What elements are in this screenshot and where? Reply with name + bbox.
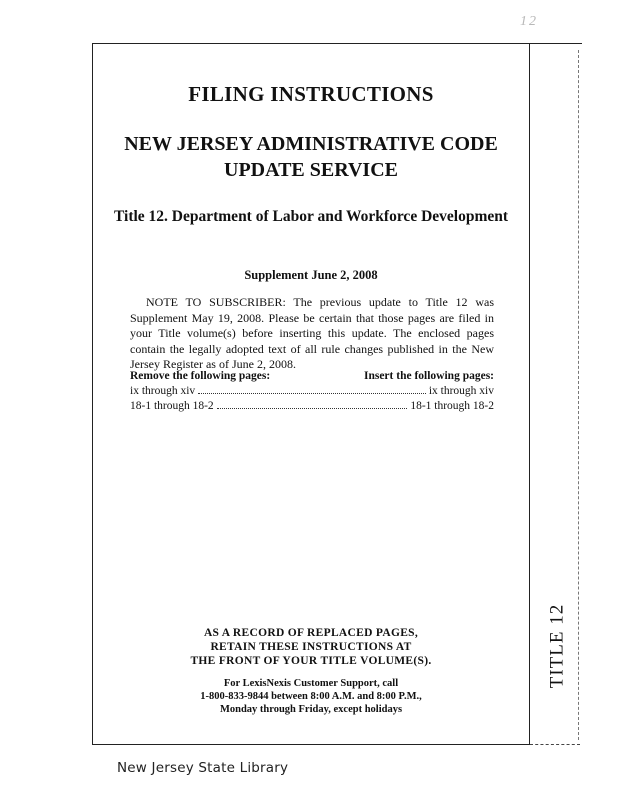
record-instruction-line3: THE FRONT OF YOUR TITLE VOLUME(S). (190, 655, 432, 667)
page-title: FILING INSTRUCTIONS (188, 82, 434, 106)
remove-pages-cell: 18-1 through 18-2 (130, 400, 214, 412)
title-tab (535, 600, 579, 692)
support-hours-line: Monday through Friday, except holidays (219, 704, 403, 715)
support-phone-line: 1-800-833-9844 between 8:00 A.M. and 8:00 P.M., (200, 691, 422, 702)
pages-table-header (130, 370, 494, 382)
subscriber-note (130, 295, 494, 373)
page-frame-bottom (92, 744, 530, 745)
code-title-line2: UPDATE SERVICE (224, 159, 398, 181)
scan-mark: 12 (520, 14, 538, 29)
record-instruction-line1: AS A RECORD OF REPLACED PAGES, (203, 627, 419, 639)
subscriber-note-text: NOTE TO SUBSCRIBER: The previous update to Title 12 was Supplement May 19, 2008. Please be certain that those pages are filed in your Title volume(s) before inserting this update. The enclosed pages contain the legally adopted text of all rule changes published in the New Jersey Register as of June 2, 2008. (130, 295, 494, 371)
remove-pages-header: Remove the following pages: (130, 370, 271, 382)
remove-pages-cell: ix through xiv (130, 385, 196, 397)
page-frame-bottom-right (530, 744, 580, 745)
code-title-line1: NEW JERSEY ADMINISTRATIVE CODE (124, 133, 498, 155)
table-row (130, 399, 494, 412)
insert-pages-cell: 18-1 through 18-2 (410, 400, 494, 412)
insert-pages-header: Insert the following pages: (363, 370, 494, 382)
table-row (130, 384, 494, 397)
page-frame-top-right (530, 43, 582, 44)
library-stamp: New Jersey State Library (117, 760, 289, 776)
dot-leader (198, 384, 426, 394)
page-frame-top (92, 43, 582, 44)
title-department: Title 12. Department of Labor and Workforce Development (113, 208, 509, 225)
dot-leader (217, 399, 408, 409)
record-instruction-line2: RETAIN THESE INSTRUCTIONS AT (210, 641, 412, 653)
insert-pages-cell: ix through xiv (428, 385, 494, 397)
title-tab-label: TITLE 12 (546, 603, 568, 689)
support-line1: For LexisNexis Customer Support, call (223, 678, 399, 689)
supplement-date: Supplement June 2, 2008 (244, 268, 378, 282)
